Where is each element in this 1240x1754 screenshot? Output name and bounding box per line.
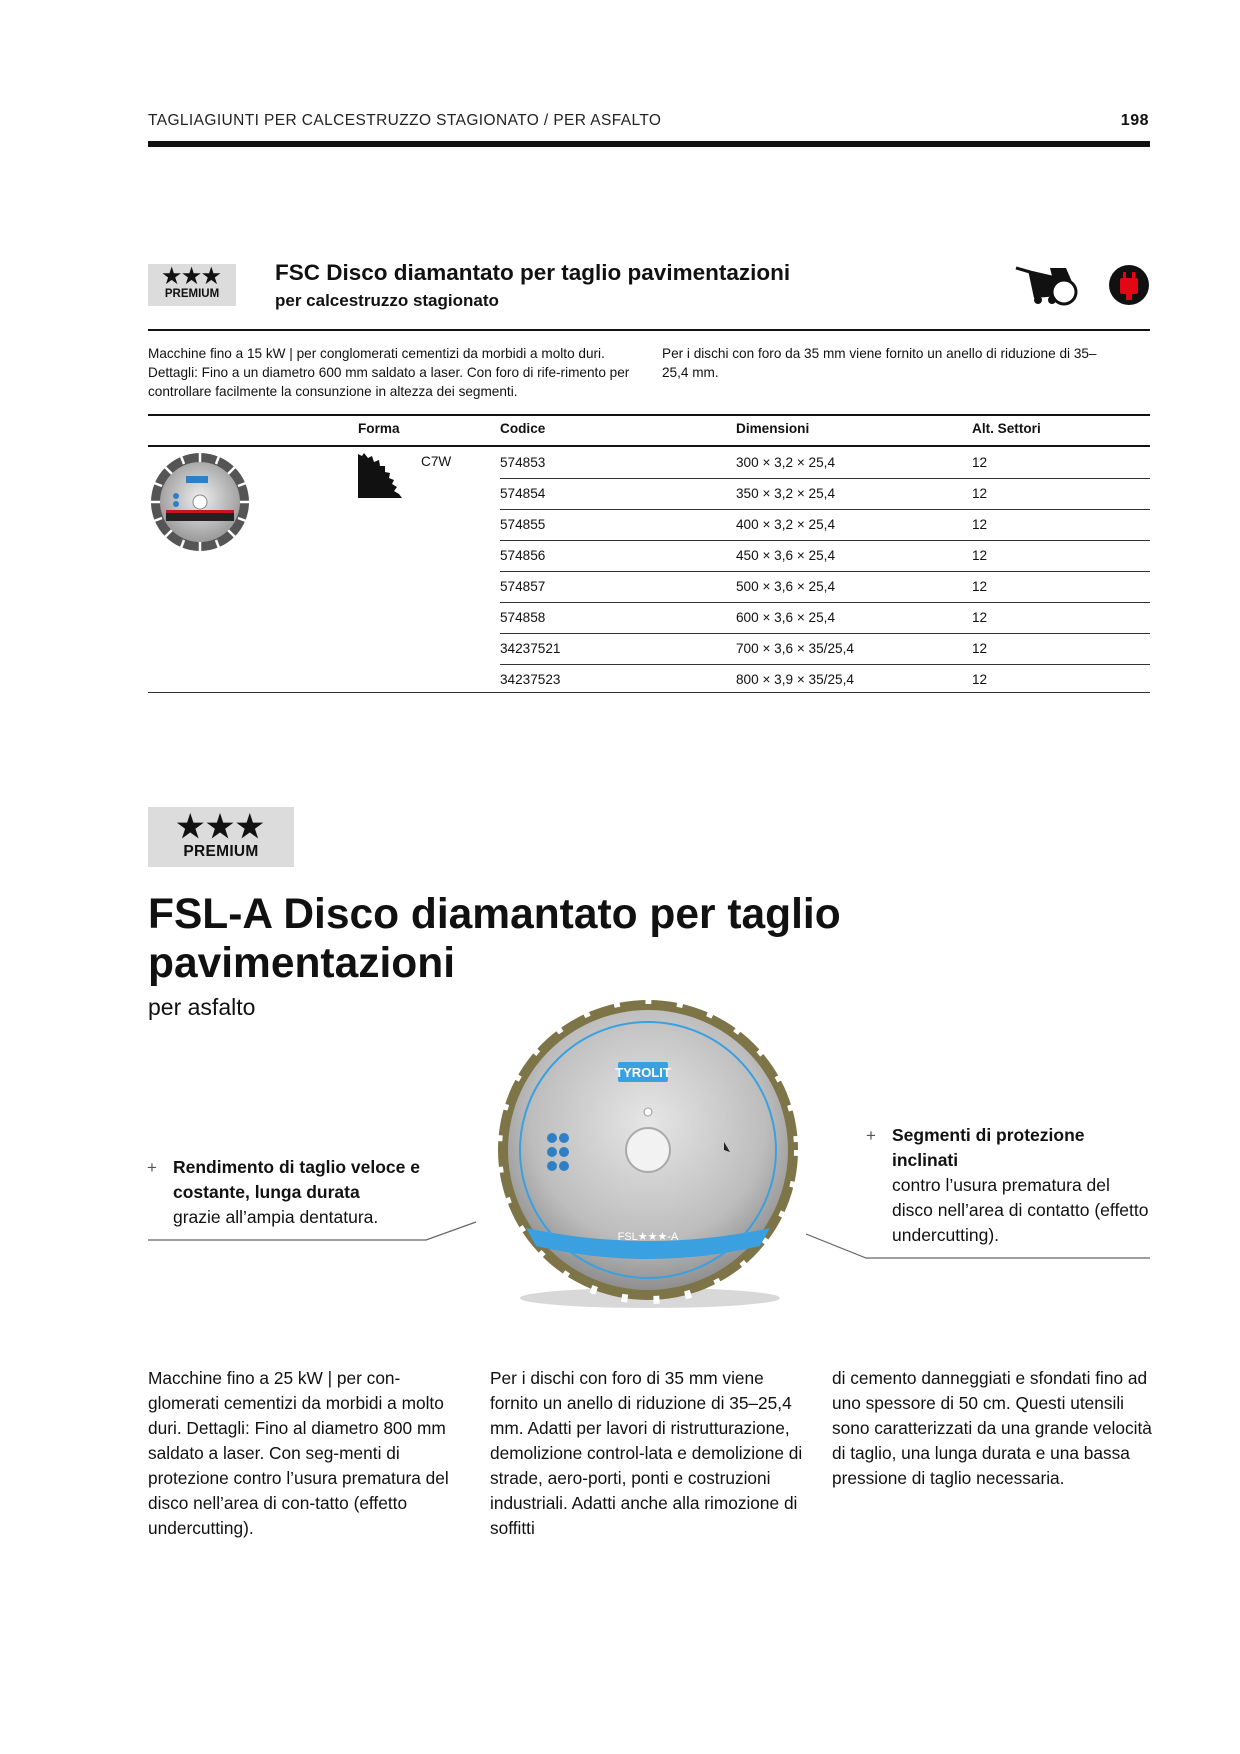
codice-cell: 574854 xyxy=(500,486,546,501)
codice-cell: 574856 xyxy=(500,548,546,563)
table-row xyxy=(500,509,1150,541)
alt-settori-cell: 12 xyxy=(972,672,988,687)
feature-text: contro l’usura prematura del disco nell’area di contatto (effetto undercutting). xyxy=(892,1175,1149,1245)
table-bottom-rule xyxy=(148,692,1150,693)
page-number: 198 xyxy=(1120,112,1149,129)
dimensioni-cell: 700 × 3,6 × 35/25,4 xyxy=(736,641,854,656)
codice-cell: 574858 xyxy=(500,610,546,625)
plus-icon: + xyxy=(866,1126,876,1145)
dimensioni-cell: 400 × 3,2 × 25,4 xyxy=(736,517,836,532)
dimensioni-cell: 800 × 3,9 × 35/25,4 xyxy=(736,672,854,687)
badge-label: PREMIUM xyxy=(164,288,220,300)
alt-settori-cell: 12 xyxy=(972,548,988,563)
column-header-alt-settori: Alt. Settori xyxy=(972,421,1041,436)
header-rule xyxy=(148,141,1150,147)
body-text-column-3: di cemento danneggiati e sfondati fino ad uno spessore di 50 cm. Questi utensili sono caratterizzati da una grande velocità di taglio, una lunga durata e una bassa pressione di taglio necessaria. xyxy=(832,1368,1152,1488)
dimensioni-cell: 450 × 3,6 × 25,4 xyxy=(736,548,836,563)
forma-value: C7W xyxy=(421,454,452,469)
badge-label: PREMIUM xyxy=(183,843,259,860)
feature-text: grazie all’ampia dentatura. xyxy=(173,1207,379,1227)
table-row xyxy=(500,664,1150,695)
column-header-forma: Forma xyxy=(358,421,400,436)
table-row xyxy=(500,602,1150,634)
product-subtitle: per asfalto xyxy=(148,994,256,1020)
feature-heading: Segmenti di protezione inclinati xyxy=(892,1125,1085,1170)
table-row xyxy=(500,571,1150,603)
alt-settori-cell: 12 xyxy=(972,579,988,594)
floor-saw-icon xyxy=(1014,262,1080,306)
premium-badge xyxy=(148,264,236,306)
product-title: FSL-A Disco diamantato per taglio pavimentazioni xyxy=(148,891,841,987)
alt-settori-cell: 12 xyxy=(972,610,988,625)
dimensioni-cell: 300 × 3,2 × 25,4 xyxy=(736,455,836,470)
disc-brand-text: TYROLIT xyxy=(615,1065,671,1080)
codice-cell: 574855 xyxy=(500,517,546,532)
fsl-a-disc-image xyxy=(488,992,808,1312)
description-right: Per i dischi con foro da 35 mm viene fornito un anello di riduzione di 35–25,4 mm. xyxy=(662,346,1097,380)
callout-leader-line-left xyxy=(148,1220,478,1242)
codice-cell: 574853 xyxy=(500,455,546,470)
product-title: FSC Disco diamantato per taglio pavimentazioni xyxy=(275,260,791,285)
table-row xyxy=(500,447,1150,479)
feature-callout-right xyxy=(866,1123,1152,1248)
dimensioni-cell: 350 × 3,2 × 25,4 xyxy=(736,486,836,501)
column-header-dimensioni: Dimensioni xyxy=(736,421,810,436)
plus-icon: + xyxy=(147,1158,157,1177)
c7w-segment-shape-icon xyxy=(356,452,404,500)
body-text-column-1: Macchine fino a 25 kW | per con-glomerati cementizi da morbidi a molto duri. Dettagli: Fino al diametro 800 mm saldato a laser. Con seg-menti di protezione contro l’usura prematura del disco nell’area di con-tatto (effetto undercutting). xyxy=(148,1368,449,1538)
codice-cell: 34237523 xyxy=(500,672,561,687)
fsc-disc-image xyxy=(150,452,250,552)
table-top-rule xyxy=(148,414,1150,416)
codice-cell: 34237521 xyxy=(500,641,561,656)
section-rule xyxy=(148,329,1150,331)
feature-heading: Rendimento di taglio veloce e costante, lunga durata xyxy=(173,1157,420,1202)
disc-label-text: FSL★★★-A xyxy=(617,1231,679,1243)
table-row xyxy=(500,633,1150,665)
product-subtitle: per calcestruzzo stagionato xyxy=(275,291,499,310)
codice-cell: 574857 xyxy=(500,579,546,594)
callout-leader-line-right xyxy=(806,1232,1152,1260)
table-row xyxy=(500,540,1150,572)
body-text-column-2: Per i dischi con foro di 35 mm viene fornito un anello di riduzione di 35–25,4 mm. Adatti per lavori di ristrutturazione, demolizione control-lata e demolizione di strade, aero-porti, ponti e costruzioni industriali. Adatti anche alla rimozione di soffitti xyxy=(490,1368,803,1538)
alt-settori-cell: 12 xyxy=(972,641,988,656)
badge-stars: ★★★ xyxy=(162,265,222,288)
alt-settori-cell: 12 xyxy=(972,517,988,532)
dimensioni-cell: 600 × 3,6 × 25,4 xyxy=(736,610,836,625)
table-row xyxy=(500,478,1150,510)
dimensioni-cell: 500 × 3,6 × 25,4 xyxy=(736,579,836,594)
running-header-title: TAGLIAGIUNTI PER CALCESTRUZZO STAGIONATO / PER ASFALTO xyxy=(148,112,662,129)
feature-callout-left xyxy=(147,1155,433,1230)
alt-settori-cell: 12 xyxy=(972,455,988,470)
premium-badge xyxy=(148,807,294,867)
badge-stars: ★★★ xyxy=(176,809,266,844)
column-header-codice: Codice xyxy=(500,421,546,436)
description-left: Macchine fino a 15 kW | per conglomerati cementizi da morbidi a molto duri. Dettagli: Fino a un diametro 600 mm saldato a laser. Con foro di rife-rimento per controllare facilmente la consunzione in altezza dei segmenti. xyxy=(148,346,630,399)
alt-settori-cell: 12 xyxy=(972,486,988,501)
power-plug-icon xyxy=(1108,264,1150,306)
